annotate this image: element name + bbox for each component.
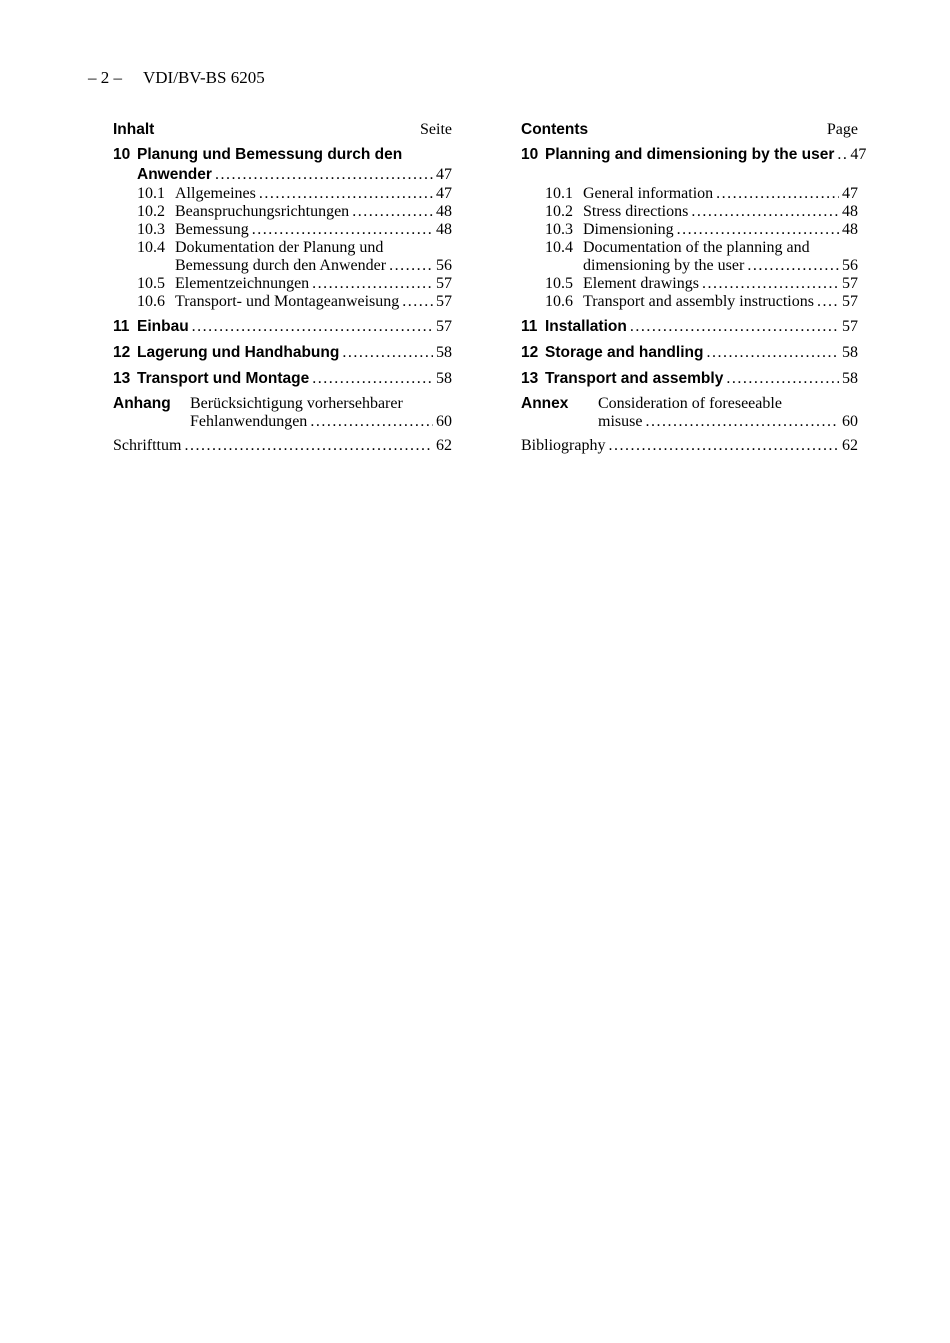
toc-entry	[113, 275, 452, 293]
toc-entry-number: 10.1	[545, 185, 573, 202]
toc-entry	[113, 437, 452, 455]
toc-page-label-seite: Seite	[420, 121, 452, 138]
toc-entry	[521, 221, 858, 239]
toc-entry-title: Transport and assembly instructions	[583, 293, 814, 310]
toc-entry	[521, 185, 858, 203]
toc-entry-line	[583, 185, 858, 203]
dot-leader	[716, 185, 839, 203]
toc-entry	[113, 343, 452, 363]
toc-header-english	[521, 121, 858, 139]
toc-entry-number: 10.5	[137, 275, 165, 292]
toc-entry	[113, 221, 452, 239]
dot-leader	[312, 370, 433, 388]
toc-header-german	[113, 121, 452, 139]
dot-leader	[702, 275, 839, 293]
dot-leader	[817, 293, 839, 311]
toc-entry-number: Anhang	[113, 395, 171, 412]
toc-entry-title: Fehlanwendungen	[190, 413, 308, 430]
page-number-marker: – 2 –	[88, 68, 122, 87]
toc-entry-number: 12	[113, 344, 131, 361]
toc-entry-title: Transport und Montage	[137, 370, 310, 387]
dot-leader	[691, 203, 839, 221]
dot-leader	[184, 437, 433, 455]
toc-entry	[521, 145, 867, 165]
dot-leader	[837, 146, 847, 164]
toc-entry-number: 10.4	[137, 239, 165, 256]
toc-entry-number: 10.2	[137, 203, 165, 220]
toc-entry-title: Allgemeines	[175, 185, 256, 202]
dot-leader	[630, 318, 839, 336]
toc-entry-number: 10.3	[137, 221, 165, 238]
toc-entry-line	[175, 275, 452, 293]
toc-entry-line	[583, 257, 858, 275]
dot-leader	[706, 344, 839, 362]
toc-entry-page: 57	[436, 318, 452, 335]
toc-entry-line	[545, 343, 858, 363]
toc-entry	[521, 239, 858, 275]
dot-leader	[342, 344, 433, 362]
toc-entry-page: 60	[436, 413, 452, 430]
toc-entry-page: 62	[436, 437, 452, 454]
toc-entry-page: 47	[436, 185, 452, 202]
toc-entry-page: 48	[842, 221, 858, 238]
toc-entry-number: 10.4	[545, 239, 573, 256]
toc-entry-page: 57	[842, 318, 858, 335]
toc-entry-line	[545, 369, 858, 389]
toc-entry-title: Installation	[545, 318, 627, 335]
toc-entry-title: Documentation of the planning and	[583, 239, 810, 256]
dot-leader	[645, 413, 839, 431]
toc-entry	[521, 275, 858, 293]
toc-entry-title: Stress directions	[583, 203, 689, 220]
toc-column-german	[113, 121, 452, 455]
toc-entry-line	[190, 413, 452, 431]
toc-entry-line	[175, 239, 452, 257]
toc-heading-inhalt: Inhalt	[113, 121, 155, 138]
toc-entry-page: 58	[436, 344, 452, 361]
toc-entry	[113, 369, 452, 389]
toc-entry-line	[545, 145, 867, 165]
dot-leader	[389, 257, 433, 275]
toc-entry-number: 10.5	[545, 275, 573, 292]
toc-entry-number: 10.2	[545, 203, 573, 220]
toc-entry-line	[583, 221, 858, 239]
toc-entry-number: 11	[521, 318, 538, 335]
dot-leader	[352, 203, 433, 221]
toc-entries-german	[113, 145, 452, 455]
toc-entry	[521, 343, 858, 363]
toc-entry-page: 62	[842, 437, 858, 454]
toc-entry-page: 56	[436, 257, 452, 274]
dot-leader	[312, 275, 433, 293]
toc-entry-number: Annex	[521, 395, 569, 412]
toc-entry-number: 12	[521, 344, 539, 361]
toc-entry-number: 10	[113, 146, 131, 163]
toc-entry-title: Einbau	[137, 318, 189, 335]
toc-entry-page: 48	[842, 203, 858, 220]
toc-column-english	[521, 121, 867, 455]
toc-entry-page: 60	[842, 413, 858, 430]
toc-entry	[113, 185, 452, 203]
toc-entry-page: 47	[842, 185, 858, 202]
toc-entry-line	[137, 145, 452, 165]
toc-entry-page: 57	[842, 275, 858, 292]
toc-entry	[521, 437, 858, 455]
toc-entry-title: misuse	[598, 413, 643, 430]
toc-entry-line	[583, 239, 858, 257]
toc-entry-title: dimensioning by the user	[583, 257, 745, 274]
toc-entry-page: 48	[436, 203, 452, 220]
toc-entry-title: Transport- und Montageanweisung	[175, 293, 400, 310]
toc-entry-line	[190, 395, 452, 413]
toc-entry-line	[137, 343, 452, 363]
dot-leader	[677, 221, 839, 239]
toc-entry-number: 13	[521, 370, 539, 387]
toc-entry-line	[175, 185, 452, 203]
toc-entry-line	[175, 293, 452, 311]
toc-entry-title: Transport and assembly	[545, 370, 724, 387]
toc-entry-page: 47	[850, 146, 867, 163]
document-title: VDI/BV-BS 6205	[143, 68, 265, 87]
toc-entry-title: Storage and handling	[545, 344, 704, 361]
page-header	[88, 68, 265, 88]
toc-entry-line	[583, 275, 858, 293]
toc-entry-line	[598, 395, 858, 413]
toc-entry-line	[137, 165, 452, 185]
toc-entry-page: 47	[436, 166, 452, 183]
toc-entry-title: Bibliography	[521, 437, 606, 454]
toc-entry	[113, 395, 452, 431]
toc-entry-title: Dimensioning	[583, 221, 674, 238]
toc-entry	[113, 239, 452, 275]
dot-leader	[259, 185, 433, 203]
toc-entry-title: Schrifttum	[113, 437, 182, 454]
toc-entry-title: General information	[583, 185, 714, 202]
toc-entry-number: 13	[113, 370, 131, 387]
toc-entry-title: Planning and dimensioning by the user	[545, 146, 835, 163]
toc-entry-line	[175, 257, 452, 275]
dot-leader	[608, 437, 839, 455]
toc-entry-line	[583, 203, 858, 221]
toc-entry	[521, 369, 858, 389]
toc-entry-page: 57	[842, 293, 858, 310]
toc-entry-line	[175, 203, 452, 221]
dot-leader	[252, 221, 433, 239]
toc-entry-title: Elementzeichnungen	[175, 275, 310, 292]
toc-spacer	[521, 165, 858, 185]
toc-entry-line	[521, 437, 858, 455]
toc-entry-line	[137, 369, 452, 389]
toc-entry-line	[598, 413, 858, 431]
toc-entry-line	[137, 317, 452, 337]
toc-entry-title: Lagerung und Handhabung	[137, 344, 340, 361]
toc-entry	[113, 145, 452, 185]
toc-entry-line	[113, 437, 452, 455]
toc-entry-page: 56	[842, 257, 858, 274]
toc-entry-number: 10.1	[137, 185, 165, 202]
toc-entry-page: 57	[436, 293, 452, 310]
toc-entry	[113, 293, 452, 311]
toc-entry-title: Beanspruchungsrichtungen	[175, 203, 350, 220]
toc-entry	[521, 293, 858, 311]
dot-leader	[402, 293, 433, 311]
toc-entry-page: 58	[436, 370, 452, 387]
toc-entry-number: 10.6	[137, 293, 165, 310]
toc-entry-line	[583, 293, 858, 311]
toc-entry-number: 10.3	[545, 221, 573, 238]
toc-entry-line	[545, 317, 858, 337]
toc-entry-number: 11	[113, 318, 130, 335]
toc-entry-line	[175, 221, 452, 239]
dot-leader	[726, 370, 839, 388]
toc-page-label-page: Page	[826, 121, 858, 138]
toc-entry	[521, 317, 858, 337]
toc-entry-title: Consideration of foreseeable	[598, 395, 782, 412]
toc-entry-title: Anwender	[137, 166, 212, 183]
toc-entry-number: 10	[521, 146, 539, 163]
toc-heading-contents: Contents	[521, 121, 589, 138]
toc-entry-title: Dokumentation der Planung und	[175, 239, 384, 256]
toc-entry-title: Berücksichtigung vorhersehbarer	[190, 395, 403, 412]
toc-entry	[521, 395, 858, 431]
dot-leader	[747, 257, 839, 275]
toc-entry	[521, 203, 858, 221]
toc-entry-page: 58	[842, 370, 858, 387]
toc-entry-page: 48	[436, 221, 452, 238]
toc-entry-title: Bemessung	[175, 221, 249, 238]
toc-entry	[113, 203, 452, 221]
toc-entry-page: 57	[436, 275, 452, 292]
toc-entry-title: Element drawings	[583, 275, 699, 292]
toc-entry-number: 10.6	[545, 293, 573, 310]
toc-entries-english	[521, 145, 867, 455]
toc-entry	[113, 317, 452, 337]
toc-entry-page: 58	[842, 344, 858, 361]
dot-leader	[215, 166, 433, 184]
dot-leader	[192, 318, 433, 336]
toc-entry-title: Planung und Bemessung durch den	[137, 146, 403, 163]
dot-leader	[310, 413, 433, 431]
toc-entry-title: Bemessung durch den Anwender	[175, 257, 387, 274]
